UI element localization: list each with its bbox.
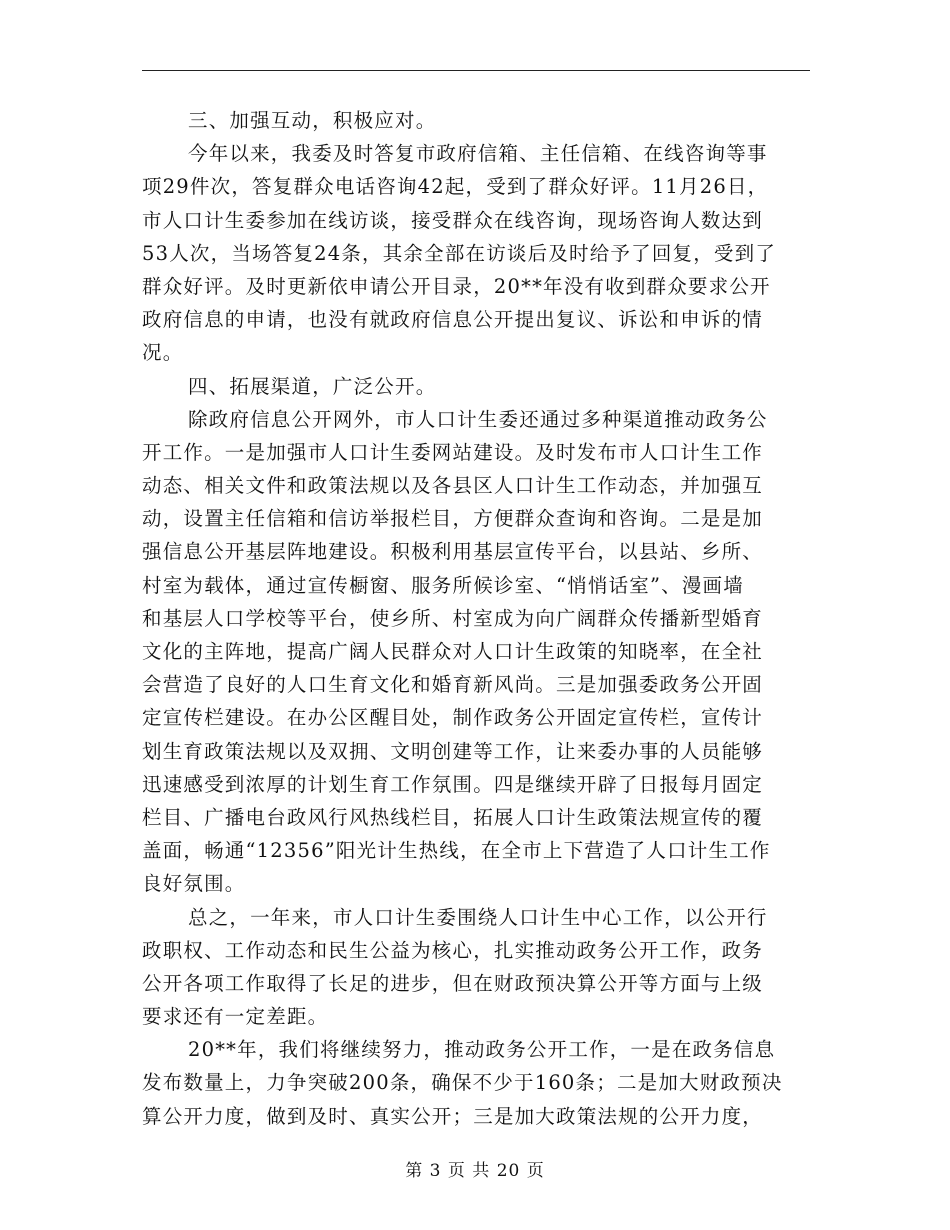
paragraph-line: 市人口计生委参加在线访谈，接受群众在线咨询，现场咨询人数达到: [142, 208, 764, 232]
paragraph-line: 划生育政策法规以及双拥、文明创建等工作，让来委办事的人员能够: [142, 739, 764, 763]
header-rule: [142, 70, 810, 71]
paragraph-line: 政职权、工作动态和民生公益为核心，扎实推动政务公开工作，政务: [142, 938, 764, 962]
paragraph-line: 要求还有一定差距。: [142, 1005, 329, 1029]
paragraph-line: 群众好评。及时更新依申请公开目录，20**年没有收到群众要求公开: [142, 274, 771, 298]
page-number-footer: 第 3 页 共 20 页: [405, 1161, 545, 1181]
paragraph-line: 盖面，畅通“12356”阳光计生热线，在全市上下营造了人口计生工作: [142, 839, 771, 863]
paragraph-line: 定宣传栏建设。在办公区醒目处，制作政务公开固定宣传栏，宣传计: [142, 706, 764, 730]
section-heading-4: 四、拓展渠道，广泛公开。: [188, 374, 437, 398]
paragraph-line: 发布数量上，力争突破200条，确保不少于160条；二是加大财政预决: [142, 1071, 783, 1095]
paragraph-line: 栏目、广播电台政风行风热线栏目，拓展人口计生政策法规宣传的覆: [142, 805, 764, 829]
body-text: [142, 104, 810, 1133]
paragraph-line: 和基层人口学校等平台，使乡所、村室成为向广阔群众传播新型婚育: [142, 606, 764, 630]
paragraph-line: 20**年，我们将继续努力，推动政务公开工作，一是在政务信息: [188, 1038, 776, 1062]
paragraph-line: 除政府信息公开网外，市人口计生委还通过多种渠道推动政务公: [188, 407, 768, 431]
paragraph-line: 算公开力度，做到及时、真实公开；三是加大政策法规的公开力度，: [142, 1104, 764, 1128]
paragraph-line: 良好氛围。: [142, 872, 246, 896]
paragraph-line: 公开各项工作取得了长足的进步，但在财政预决算公开等方面与上级: [142, 971, 764, 995]
paragraph-line: 总之，一年来，市人口计生委围绕人口计生中心工作，以公开行: [188, 905, 768, 929]
paragraph-line: 会营造了良好的人口生育文化和婚育新风尚。三是加强委政务公开固: [142, 673, 764, 697]
paragraph-line: 53人次，当场答复24条，其余全部在访谈后及时给予了回复，受到了: [142, 241, 777, 265]
paragraph-line: 强信息公开基层阵地建设。积极利用基层宣传平台，以县站、乡所、: [142, 540, 764, 564]
paragraph-line: 村室为载体，通过宣传橱窗、服务所候诊室、“悄悄话室”、漫画墙: [142, 573, 744, 597]
paragraph-line: 迅速感受到浓厚的计划生育工作氛围。四是继续开辟了日报每月固定: [142, 772, 764, 796]
paragraph-line: 况。: [142, 341, 184, 365]
paragraph-line: 动态、相关文件和政策法规以及各县区人口计生工作动态，并加强互: [142, 474, 764, 498]
section-heading-3: 三、加强互动，积极应对。: [188, 109, 437, 132]
paragraph-line: 今年以来，我委及时答复市政府信箱、主任信箱、在线咨询等事: [188, 142, 768, 166]
paragraph-line: 文化的主阵地，提高广阔人民群众对人口计生政策的知晓率，在全社: [142, 640, 764, 663]
paragraph-line: 开工作。一是加强市人口计生委网站建设。及时发布市人口计生工作: [142, 440, 764, 464]
paragraph-line: 政府信息的申请，也没有就政府信息公开提出复议、诉讼和申诉的情: [142, 308, 764, 332]
paragraph-line: 动，设置主任信箱和信访举报栏目，方便群众查询和咨询。二是是加: [142, 507, 764, 531]
paragraph-line: 项29件次，答复群众电话咨询42起，受到了群众好评。11月26日，: [142, 175, 769, 199]
